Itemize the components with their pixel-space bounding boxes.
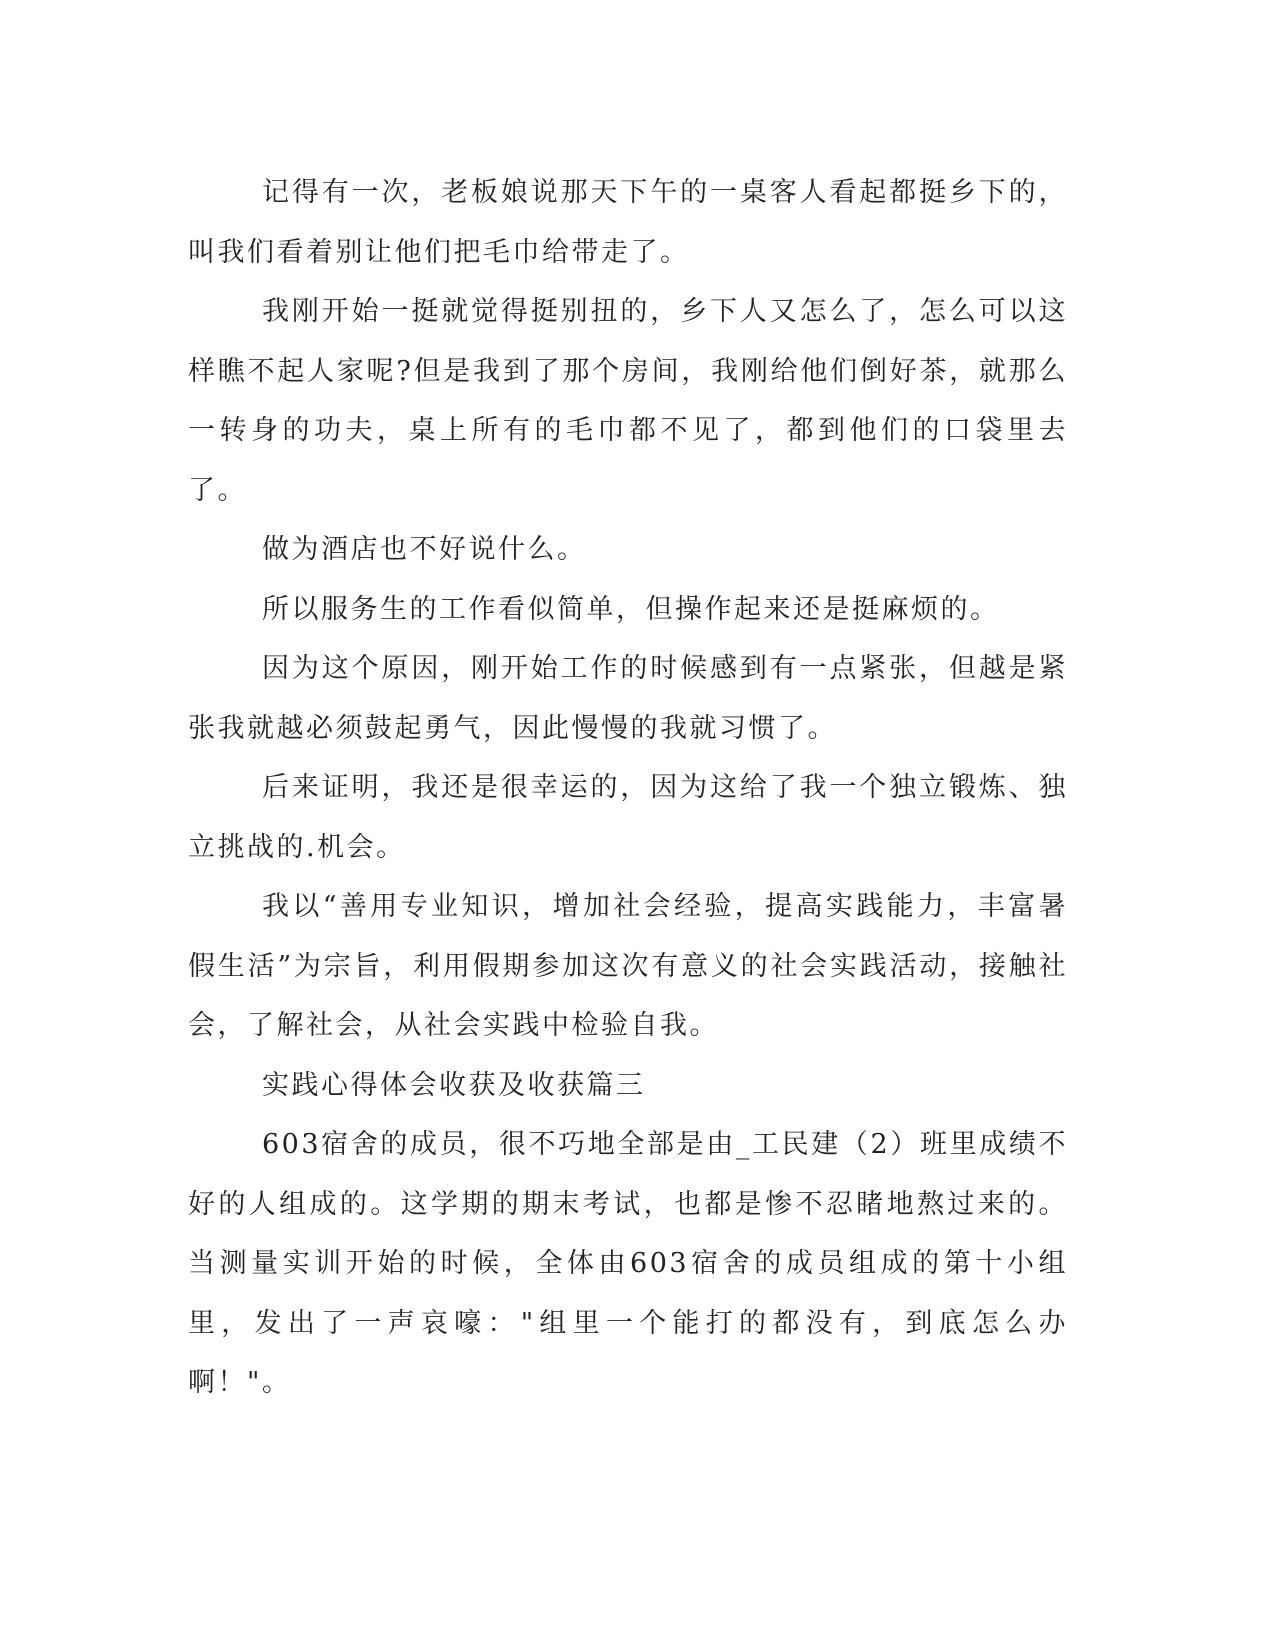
paragraph-purpose: 我以“善用专业知识，增加社会经验，提高实践能力，丰富暑假生活”为宗旨，利用假期参加这次有意义的社会实践活动，接触社会，了解社会，从社会实践中检验自我。 <box>188 891 1068 1041</box>
paragraph-reaction: 我刚开始一挺就觉得挺别扭的，乡下人又怎么了，怎么可以这样瞧不起人家呢?但是我到了那个房间，我刚给他们倒好茶，就那么一转身的功夫，桌上所有的毛巾都不见了，都到他们的口袋里去了。 <box>188 296 1068 506</box>
document-body <box>188 163 1068 1413</box>
section-heading: 实践心得体会收获及收获篇三 <box>262 1069 646 1101</box>
paragraph-dormitory: 603宿舍的成员，很不巧地全部是由_工民建（2）班里成绩不好的人组成的。这学期的期末考试，也都是惨不忍睹地熬过来的。当测量实训开始的时候，全体由603宿舍的成员组成的第十小组里，发出了一声哀嚎："组里一个能打的都没有，到底怎么办啊！"。 <box>188 1129 1068 1398</box>
paragraph-lucky: 后来证明，我还是很幸运的，因为这给了我一个独立锻炼、独立挑战的.机会。 <box>188 772 1068 863</box>
paragraph-towel-story: 记得有一次，老板娘说那天下午的一桌客人看起都挺乡下的，叫我们看着别让他们把毛巾给带走了。 <box>188 177 1068 268</box>
paragraph-hotel: 做为酒店也不好说什么。 <box>262 534 587 565</box>
paragraph-work-difficulty: 所以服务生的工作看似简单，但操作起来还是挺麻烦的。 <box>262 593 1000 625</box>
paragraph-nervous: 因为这个原因，刚开始工作的时候感到有一点紧张，但越是紧张我就越必须鼓起勇气，因此慢慢的我就习惯了。 <box>188 653 1068 744</box>
